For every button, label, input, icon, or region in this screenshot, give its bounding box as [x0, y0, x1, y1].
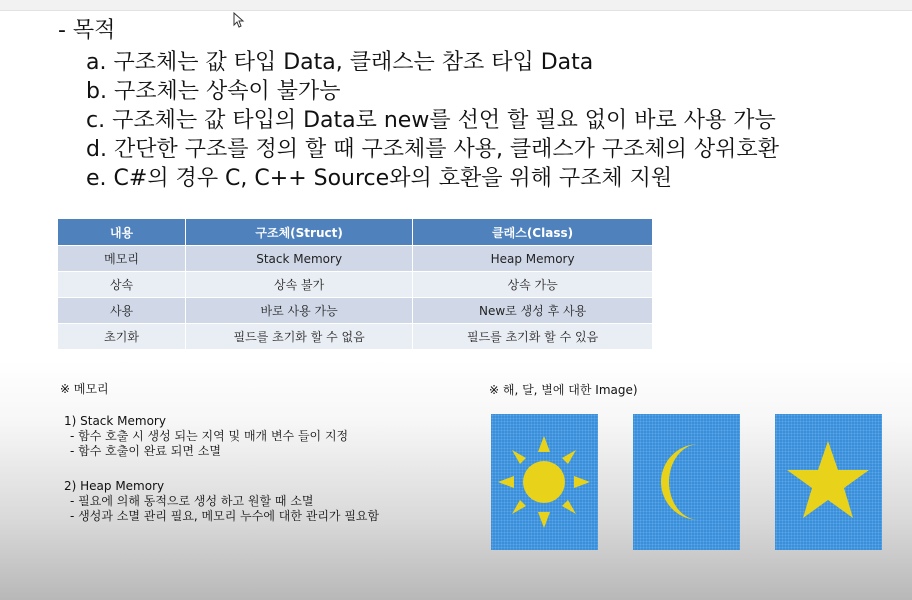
- purpose-item-d: d. 간단한 구조를 정의 할 때 구조체를 사용, 클래스가 구조체의 상위호환: [86, 137, 779, 162]
- heap-memory-bullet: - 생성과 소멸 관리 필요, 메모리 누수에 대한 관리가 필요함: [70, 509, 380, 523]
- moon-icon: [633, 414, 740, 550]
- table-cell: 상속: [58, 272, 186, 298]
- table-cell: 바로 사용 가능: [186, 298, 413, 324]
- table-cell: 상속 불가: [186, 272, 413, 298]
- heap-memory-block: [64, 479, 379, 524]
- stack-memory-bullet: - 함수 호출 시 생성 되는 지역 및 매개 변수 들이 지정: [70, 429, 349, 443]
- table-cell: New로 생성 후 사용: [413, 298, 653, 324]
- moon-image: [633, 414, 740, 550]
- purpose-item-c: c. 구조체는 값 타입의 Data로 new를 선언 할 필요 없이 바로 사용 가능: [86, 108, 776, 133]
- table-cell: Heap Memory: [413, 246, 653, 272]
- table-row-initialization: [58, 324, 653, 350]
- header-content: 내용: [58, 219, 186, 246]
- purpose-list: [86, 48, 779, 193]
- stack-memory-block: [64, 414, 348, 459]
- sun-icon: [491, 414, 598, 550]
- table-row-memory: [58, 246, 653, 272]
- images-heading: ※ 해, 달, 별에 대한 Image): [489, 383, 638, 397]
- table-cell: 상속 가능: [413, 272, 653, 298]
- table-cell: 필드를 초기화 할 수 있음: [413, 324, 653, 350]
- table-cell: 필드를 초기화 할 수 없음: [186, 324, 413, 350]
- table-cell: 초기화: [58, 324, 186, 350]
- star-image: [775, 414, 882, 550]
- purpose-item-a: a. 구조체는 값 타입 Data, 클래스는 참조 타입 Data: [86, 50, 594, 75]
- header-struct: 구조체(Struct): [186, 219, 413, 246]
- purpose-item-e: e. C#의 경우 C, C++ Source와의 호환을 위해 구조체 지원: [86, 166, 673, 191]
- mouse-cursor-icon: [233, 12, 245, 28]
- memory-heading: ※ 메모리: [60, 382, 109, 396]
- heap-memory-bullet: - 필요에 의해 동적으로 생성 하고 원할 때 소멸: [70, 494, 314, 508]
- table-header-row: [58, 219, 653, 246]
- table-row-inheritance: [58, 272, 653, 298]
- window-top-strip: [0, 0, 912, 11]
- struct-vs-class-table: [57, 218, 653, 350]
- star-icon: [775, 414, 882, 550]
- purpose-heading: - 목적: [58, 18, 116, 43]
- header-class: 클래스(Class): [413, 219, 653, 246]
- table-row-usage: [58, 298, 653, 324]
- table-cell: 사용: [58, 298, 186, 324]
- stack-memory-title: 1) Stack Memory: [64, 414, 166, 428]
- stack-memory-bullet: - 함수 호출이 완료 되면 소멸: [70, 444, 221, 458]
- table-cell: 메모리: [58, 246, 186, 272]
- heap-memory-title: 2) Heap Memory: [64, 479, 165, 493]
- sun-image: [491, 414, 598, 550]
- table-cell: Stack Memory: [186, 246, 413, 272]
- purpose-item-b: b. 구조체는 상속이 불가능: [86, 79, 341, 104]
